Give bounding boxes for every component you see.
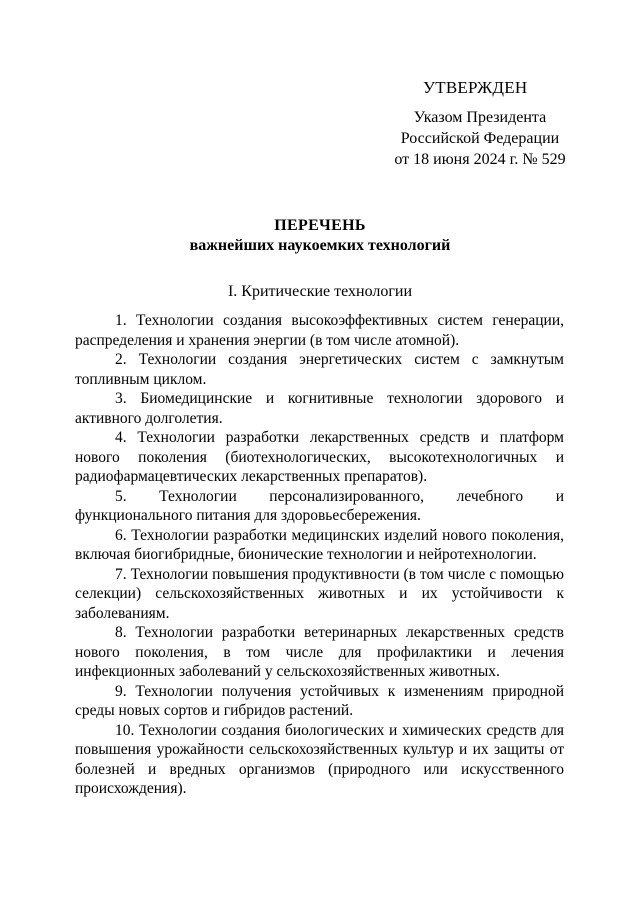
approved-title: УТВЕРЖДЕН [423,78,528,97]
section-title: I. Критические технологии [227,283,413,300]
list-item: 2. Технологии создания энергетических систем с замкнутым топливным циклом. [75,351,564,388]
approval-country-line: Российской Федерации [400,130,560,147]
approval-block [380,78,580,170]
document-subtitle: важнейших наукоемких технологий [189,237,451,254]
list-item: 4. Технологии разработки лекарственных средств и платформ нового поколения (биотехнологических, высокотехнологичных и радиофармацевтических лекарственных препаратов). [75,429,564,485]
technology-list [75,311,564,799]
list-item: 5. Технологии персонализированного, лечебного и функционального питания для здоровьесбережения. [75,487,564,524]
approval-date-line: от 18 июня 2024 г. № 529 [394,151,566,168]
list-item: 8. Технологии разработки ветеринарных лекарственных средств нового поколения, в том числе для профилактики и лечения инфекционных заболеваний у сельскохозяйственных животных. [75,624,564,680]
list-item: 10. Технологии создания биологических и химических средств для повышения урожайности сельскохозяйственных культур и их защиты от болезней и вредных организмов (природного или искусственного происхождения). [75,721,564,797]
list-item: 3. Биомедицинские и когнитивные технологии здорового и активного долголетия. [75,390,564,427]
list-item: 6. Технологии разработки медицинских изделий нового поколения, включая биогибридные, бионические технологии и нейротехнологии. [75,526,564,563]
document-title: ПЕРЕЧЕНЬ [274,217,366,234]
list-item: 7. Технологии повышения продуктивности (в том числе с помощью селекции) сельскохозяйственных животных и их устойчивости к заболеваниям. [75,565,564,622]
list-item: 9. Технологии получения устойчивых к изменениям природной среды новых сортов и гибридов растений. [75,682,564,719]
approval-decree-line: Указом Президента [413,109,547,126]
list-item: 1. Технологии создания высокоэффективных систем генерации, распределения и хранения энергии (в том числе атомной). [75,312,564,349]
